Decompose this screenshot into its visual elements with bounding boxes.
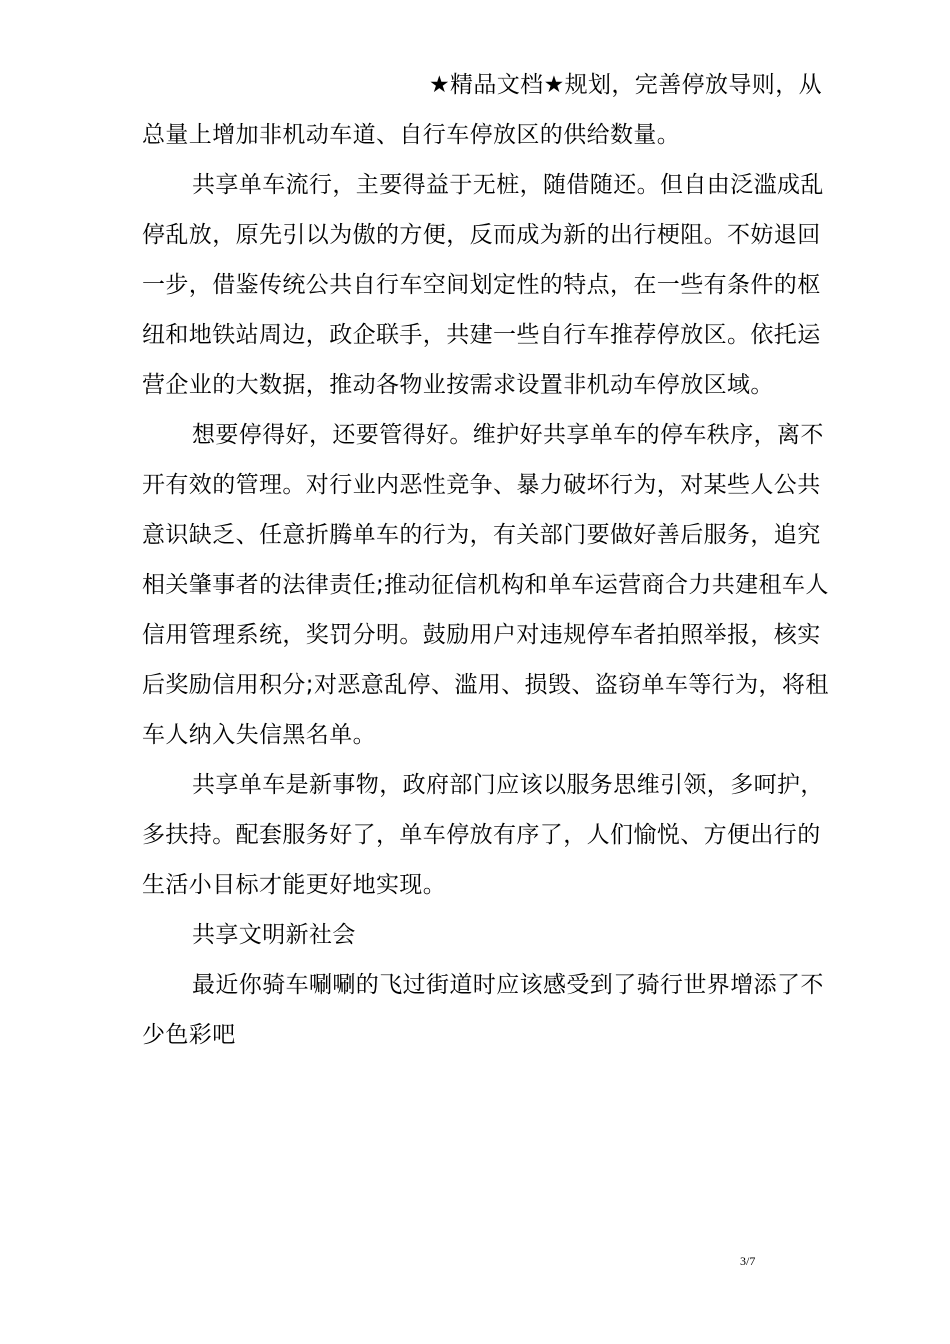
header-continuation: 总量上增加非机动车道、自行车停放区的供给数量。 xyxy=(142,122,681,148)
page-number: 3/7 xyxy=(740,1254,756,1268)
paragraph-1: 共享单车流行，主要得益于无桩，随借随还。但自由泛滥成乱停乱放，原先引以为傲的方便，反而成为新的出行梗阻。不妨退回一步，借鉴传统公共自行车空间划定性的特点，在一些有条件的枢纽和地铁站周边，政企联手，共建一些自行车推荐停放区。依托运营企业的大数据，推动各物业按需求设置非机动车停放区域。 xyxy=(142,172,824,398)
paragraph-3: 共享单车是新事物，政府部门应该以服务思维引领，多呵护，多扶持。配套服务好了，单车停放有序了，人们愉悦、方便出行的生活小目标才能更好地实现。 xyxy=(142,772,824,898)
lead-paragraph xyxy=(142,60,832,160)
header-line: ★精品文档★规划，完善停放导则，从 xyxy=(428,72,822,98)
document-body xyxy=(142,60,832,1060)
paragraph-4: 最近你骑车唰唰的飞过街道时应该感受到了骑行世界增添了不少色彩吧 xyxy=(142,972,824,1048)
paragraph-2: 想要停得好，还要管得好。维护好共享单车的停车秩序，离不开有效的管理。对行业内恶性竞争、暴力破坏行为，对某些人公共意识缺乏、任意折腾单车的行为，有关部门要做好善后服务，追究相关肇事者的法律责任;推动征信机构和单车运营商合力共建租车人信用管理系统，奖罚分明。鼓励用户对违规停车者拍照举报，核实后奖励信用积分;对恶意乱停、滥用、损毁、盗窃单车等行为，将租车人纳入失信黑名单。 xyxy=(142,422,829,748)
section-heading: 共享文明新社会 xyxy=(192,922,356,948)
